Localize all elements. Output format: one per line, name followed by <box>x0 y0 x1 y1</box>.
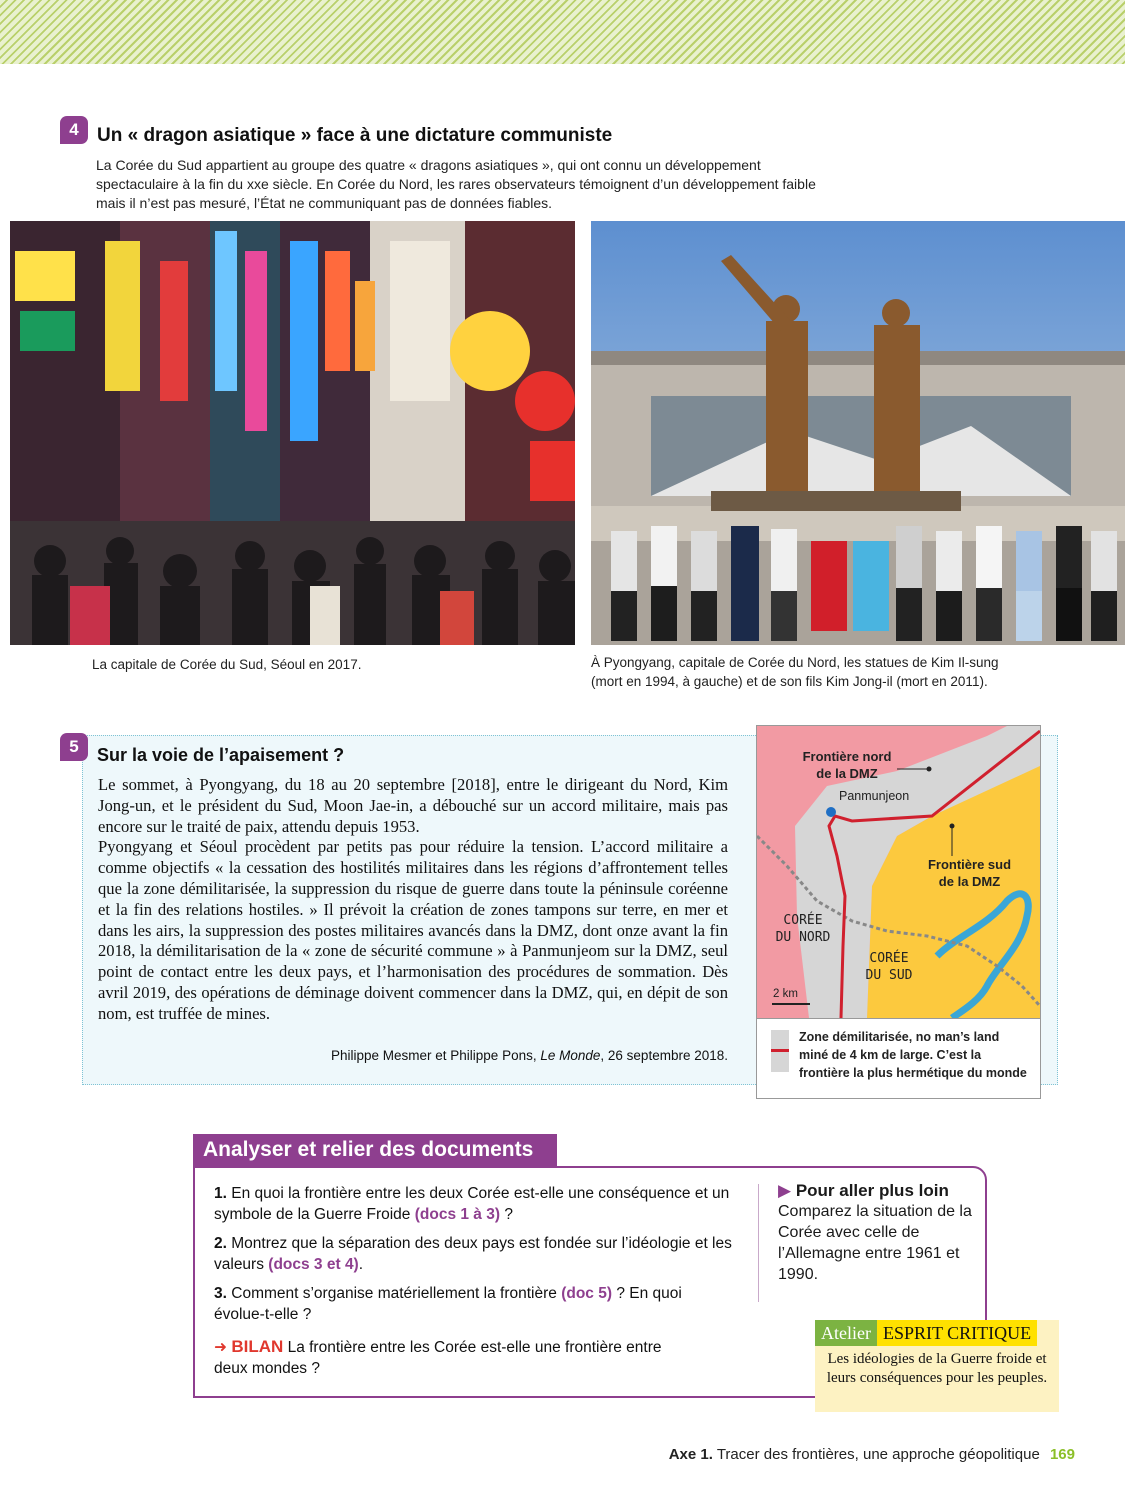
map-label-line: CORÉE <box>869 951 909 966</box>
question-text: Comment s’organise matériellement la frontière <box>231 1285 557 1302</box>
question-end: . <box>358 1256 364 1273</box>
source-authors: Philippe Mesmer et Philippe Pons, <box>330 1048 537 1063</box>
analyse-tab-title: Analyser et relier des documents <box>193 1134 557 1166</box>
legend-dmz-swatch <box>771 1030 789 1072</box>
seoul-street-photo <box>10 221 575 645</box>
map-label-line: de la DMZ <box>816 766 878 781</box>
question-end: ? <box>500 1206 513 1223</box>
question-3 <box>214 1283 734 1325</box>
further-box <box>778 1180 978 1285</box>
pyongyang-statues-photo <box>591 221 1125 645</box>
bilan-question <box>214 1336 684 1379</box>
analyse-separator <box>758 1184 759 1302</box>
legend-border-line <box>771 1049 789 1052</box>
doc5-paragraph: Le sommet, à Pyongyang, du 18 au 20 septembre [2018], entre le dirigeant du Nord, Kim Jong-un, et le président du Sud, Moon Jae-in, a débouché sur un accord militaire, mais pas encore sur le traité de paix, attendu depuis 1953. <box>98 775 728 836</box>
question-end: ? En quoi évolue-t-elle ? <box>214 1285 682 1323</box>
footer-text: Tracer des frontières, une approche géopolitique <box>716 1446 1040 1463</box>
doc5-article <box>98 775 728 1025</box>
question-doc-ref: (docs 1 à 3) <box>414 1206 501 1223</box>
question-number: 3. <box>214 1285 227 1302</box>
further-title-row <box>778 1180 978 1201</box>
legend-line: frontière la plus hermétique du monde <box>799 1066 1027 1080</box>
source-date: , 26 septembre 2018. <box>600 1048 728 1063</box>
header-band <box>0 0 1125 64</box>
map-label-line: DU SUD <box>865 968 913 983</box>
map-label-south-border <box>907 856 1032 890</box>
page-number: 169 <box>1049 1446 1075 1463</box>
question-text: Montrez que la séparation des deux pays est fondée sur l’idéologie et les valeurs <box>214 1235 732 1273</box>
map-legend-divider <box>757 1018 1040 1019</box>
map-scale-label: 2 km <box>773 988 798 1000</box>
question-1 <box>214 1183 734 1225</box>
pyongyang-caption-line2: (mort en 1994, à gauche) et de son fils Kim Jong-il (mort en 2011). <box>591 674 988 689</box>
question-doc-ref: (doc 5) <box>561 1285 613 1302</box>
bilan-label: BILAN <box>231 1337 284 1356</box>
footer-axe: Axe 1. <box>668 1446 713 1463</box>
atelier-text: Les idéologies de la Guerre froide et leurs conséquences pour les peuples. <box>826 1351 1048 1386</box>
pyongyang-photo-caption <box>591 653 1071 691</box>
further-text: Comparez la situation de la Corée avec celle de l’Allemagne entre 1961 et 1990. <box>778 1203 972 1283</box>
question-doc-ref: (docs 3 et 4) <box>268 1256 359 1273</box>
map-label-line: DU NORD <box>775 930 831 945</box>
seoul-photo-caption: La capitale de Corée du Sud, Séoul en 2017. <box>92 657 362 672</box>
arrow-right-icon: ➜ <box>214 1339 227 1356</box>
legend-line: Zone démilitarisée, no man’s land <box>799 1030 1000 1044</box>
question-text: En quoi la frontière entre les deux Corée est-elle une conséquence et un symbole de la Guerre Froide <box>214 1185 730 1223</box>
map-label-line: de la DMZ <box>938 874 1001 889</box>
question-2 <box>214 1233 734 1275</box>
atelier-label: Atelier <box>815 1320 877 1346</box>
question-number: 1. <box>214 1185 227 1202</box>
atelier-header <box>815 1320 1037 1346</box>
atelier-label-critique: ESPRIT CRITIQUE <box>877 1320 1037 1346</box>
doc-number-badge: 5 <box>60 733 88 761</box>
doc4-intro: La Corée du Sud appartient au groupe des quatre « dragons asiatiques », qui ont connu un développement spectaculaire à la fin du xxe siècle. En Corée du Nord, les rares observateurs témoignent d’un développement faible mais il n’est pas mesuré, l’État ne communiquant pas de données fiables. <box>96 157 816 211</box>
further-title: Pour aller plus loin <box>795 1181 949 1200</box>
doc5-title: Sur la voie de l’apaisement ? <box>97 745 345 765</box>
map-label-line: Frontière sud <box>927 857 1012 872</box>
map-label-line: CORÉE <box>783 913 823 928</box>
map-label-north-border <box>787 748 907 782</box>
map-label-line: Frontière nord <box>802 749 892 764</box>
pyongyang-caption-line1: À Pyongyang, capitale de Corée du Nord, les statues de Kim Il-sung <box>591 655 999 670</box>
doc4-title: Un « dragon asiatique » face à une dictature communiste <box>97 125 613 146</box>
map-legend-text <box>799 1028 1035 1082</box>
map-label-panmunjeon: Panmunjeon <box>839 789 910 803</box>
question-number: 2. <box>214 1235 227 1252</box>
map-label-south-korea <box>849 950 929 984</box>
doc5-paragraph: Pyongyang et Séoul procèdent par petits pas pour réduire la tension. L’accord militaire a comme objectifs « la cessation des hostilités militaires dans les régions d’affrontement telles que la zone démilitarisée, la suppression du risque de guerre dans toute la péninsule coréenne et la fin des relations hostiles. » Il prévoit la création de zones tampons sur terre, en mer et dans les airs, la suppression des postes militaires avancés dans la DMZ, dont onze avant la fin 2018, la démilitarisation de la « zone de sécurité commune » à Panmunjeom sur la DMZ, seul point de contact entre les deux pays, et l’harmonisation des procédures de sommation. Dès avril 2019, des opérations de déminage doivent commencer dans la DMZ, qui, en dépit de son nom, est truffée de mines. <box>98 837 728 1023</box>
doc5-source <box>200 1048 728 1063</box>
dmz-map <box>756 725 1041 1099</box>
page-footer <box>669 1446 1075 1463</box>
map-label-north-korea <box>763 912 843 946</box>
bilan-text: La frontière entre les Corée est-elle une frontière entre deux mondes ? <box>214 1339 662 1377</box>
doc-number-badge: 4 <box>60 116 88 144</box>
play-triangle-icon: ▶ <box>778 1181 792 1200</box>
source-paper: Le Monde <box>540 1048 601 1063</box>
legend-line: miné de 4 km de large. C’est la <box>799 1048 982 1062</box>
